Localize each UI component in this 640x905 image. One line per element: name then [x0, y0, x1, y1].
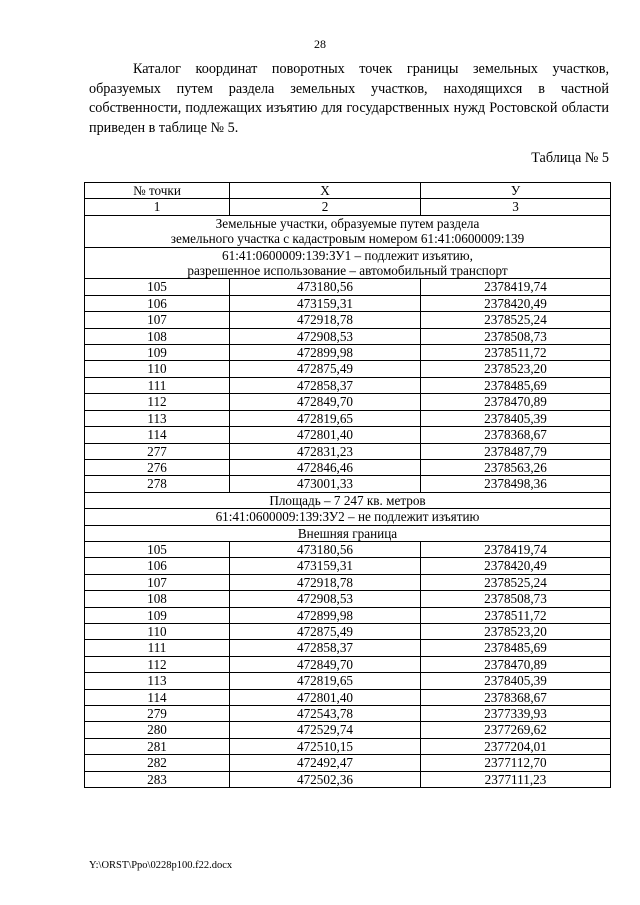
y-coordinate-cell: 2378485,69 [421, 640, 611, 656]
y-coordinate-cell: 2377111,23 [421, 771, 611, 787]
point-number-cell: 278 [85, 476, 230, 492]
y-coordinate-cell: 2377339,93 [421, 706, 611, 722]
x-coordinate-cell: 472875,49 [230, 623, 421, 639]
x-coordinate-cell: 473159,31 [230, 295, 421, 311]
x-coordinate-cell: 472819,65 [230, 410, 421, 426]
table-row [85, 656, 611, 672]
point-number-cell: 282 [85, 755, 230, 771]
x-coordinate-cell: 472908,53 [230, 591, 421, 607]
table-row [85, 591, 611, 607]
column-number-cell: 3 [421, 199, 611, 215]
point-number-cell: 108 [85, 328, 230, 344]
header-cell: X [230, 183, 421, 199]
y-coordinate-cell: 2378405,39 [421, 410, 611, 426]
section-row [85, 492, 611, 508]
y-coordinate-cell: 2378525,24 [421, 312, 611, 328]
table-row [85, 377, 611, 393]
section-cell [85, 492, 611, 508]
point-number-cell: 106 [85, 558, 230, 574]
x-coordinate-cell: 472801,40 [230, 427, 421, 443]
point-number-cell: 280 [85, 722, 230, 738]
point-number-cell: 283 [85, 771, 230, 787]
x-coordinate-cell: 472899,98 [230, 345, 421, 361]
x-coordinate-cell: 472529,74 [230, 722, 421, 738]
table-row [85, 771, 611, 787]
table-row [85, 459, 611, 475]
x-coordinate-cell: 472899,98 [230, 607, 421, 623]
x-coordinate-cell: 472858,37 [230, 377, 421, 393]
x-coordinate-cell: 473001,33 [230, 476, 421, 492]
table-row [85, 328, 611, 344]
section-line: Земельные участки, образуемые путем раздела [215, 215, 480, 231]
column-number-cell: 1 [85, 199, 230, 215]
table-row [85, 607, 611, 623]
point-number-cell: 105 [85, 279, 230, 295]
point-number-cell: 105 [85, 541, 230, 557]
point-number-cell: 113 [85, 673, 230, 689]
x-coordinate-cell: 472849,70 [230, 656, 421, 672]
table-row [85, 295, 611, 311]
table-row [85, 312, 611, 328]
y-coordinate-cell: 2378498,36 [421, 476, 611, 492]
table-label: Таблица № 5 [531, 150, 609, 166]
section-line: Внешняя граница [297, 525, 398, 541]
table-row [85, 427, 611, 443]
point-number-cell: 114 [85, 689, 230, 705]
y-coordinate-cell: 2378419,74 [421, 279, 611, 295]
section-cell [85, 247, 611, 279]
table-row [85, 640, 611, 656]
y-coordinate-cell: 2378470,89 [421, 394, 611, 410]
point-number-cell: 107 [85, 312, 230, 328]
table-row [85, 541, 611, 557]
x-coordinate-cell: 472819,65 [230, 673, 421, 689]
point-number-cell: 276 [85, 459, 230, 475]
y-coordinate-cell: 2378487,79 [421, 443, 611, 459]
page-number: 28 [314, 37, 326, 51]
x-coordinate-cell: 472831,23 [230, 443, 421, 459]
y-coordinate-cell: 2378525,24 [421, 574, 611, 590]
footer-file-path: Y:\ORST\Ppo\0228p100.f22.docx [89, 860, 233, 871]
x-coordinate-cell: 472846,46 [230, 459, 421, 475]
section-line: разрешенное использование – автомобильный транспорт [187, 263, 508, 279]
table-row [85, 673, 611, 689]
table-row [85, 345, 611, 361]
table-row [85, 738, 611, 754]
section-row [85, 215, 611, 247]
point-number-cell: 107 [85, 574, 230, 590]
y-coordinate-cell: 2378563,26 [421, 459, 611, 475]
point-number-cell: 106 [85, 295, 230, 311]
header-row [85, 183, 611, 199]
y-coordinate-cell: 2378508,73 [421, 591, 611, 607]
column-number-cell: 2 [230, 199, 421, 215]
x-coordinate-cell: 472492,47 [230, 755, 421, 771]
section-cell [85, 509, 611, 525]
table-row [85, 410, 611, 426]
x-coordinate-cell: 472908,53 [230, 328, 421, 344]
table-row [85, 361, 611, 377]
y-coordinate-cell: 2378511,72 [421, 607, 611, 623]
section-cell [85, 215, 611, 247]
section-line: 61:41:0600009:139:ЗУ2 – не подлежит изъятию [215, 509, 480, 525]
point-number-cell: 109 [85, 607, 230, 623]
y-coordinate-cell: 2378523,20 [421, 361, 611, 377]
x-coordinate-cell: 472801,40 [230, 689, 421, 705]
coordinates-table [84, 182, 611, 788]
intro-paragraph: Каталог координат поворотных точек границы земельных участков, образуемых путем раздела земельных участков, находящихся в частной собственности, подлежащих изъятию для государственных нужд Ростовской области приведен в таблице № 5. [89, 61, 609, 136]
table-row [85, 279, 611, 295]
table-row [85, 689, 611, 705]
table-row [85, 394, 611, 410]
table-row [85, 574, 611, 590]
section-line: 61:41:0600009:139:ЗУ1 – подлежит изъятию, [222, 247, 473, 263]
y-coordinate-cell: 2377112,70 [421, 755, 611, 771]
y-coordinate-cell: 2378523,20 [421, 623, 611, 639]
y-coordinate-cell: 2378508,73 [421, 328, 611, 344]
section-cell [85, 525, 611, 541]
section-row [85, 247, 611, 279]
x-coordinate-cell: 473180,56 [230, 279, 421, 295]
x-coordinate-cell: 472543,78 [230, 706, 421, 722]
table-row [85, 443, 611, 459]
y-coordinate-cell: 2378470,89 [421, 656, 611, 672]
y-coordinate-cell: 2378420,49 [421, 558, 611, 574]
table-row [85, 706, 611, 722]
y-coordinate-cell: 2378368,67 [421, 689, 611, 705]
x-coordinate-cell: 472918,78 [230, 312, 421, 328]
point-number-cell: 112 [85, 394, 230, 410]
y-coordinate-cell: 2378405,39 [421, 673, 611, 689]
point-number-cell: 111 [85, 377, 230, 393]
column-number-row [85, 199, 611, 215]
y-coordinate-cell: 2377269,62 [421, 722, 611, 738]
section-row [85, 525, 611, 541]
point-number-cell: 110 [85, 361, 230, 377]
section-row [85, 509, 611, 525]
x-coordinate-cell: 473180,56 [230, 541, 421, 557]
table-row [85, 558, 611, 574]
table-row [85, 722, 611, 738]
point-number-cell: 112 [85, 656, 230, 672]
x-coordinate-cell: 472858,37 [230, 640, 421, 656]
y-coordinate-cell: 2377204,01 [421, 738, 611, 754]
header-cell: № точки [85, 183, 230, 199]
x-coordinate-cell: 472918,78 [230, 574, 421, 590]
section-line: земельного участка с кадастровым номером 61:41:0600009:139 [170, 231, 525, 247]
y-coordinate-cell: 2378420,49 [421, 295, 611, 311]
table-row [85, 623, 611, 639]
point-number-cell: 114 [85, 427, 230, 443]
point-number-cell: 279 [85, 706, 230, 722]
point-number-cell: 281 [85, 738, 230, 754]
y-coordinate-cell: 2378368,67 [421, 427, 611, 443]
point-number-cell: 111 [85, 640, 230, 656]
x-coordinate-cell: 472849,70 [230, 394, 421, 410]
section-line: Площадь – 7 247 кв. метров [269, 492, 426, 508]
x-coordinate-cell: 472875,49 [230, 361, 421, 377]
x-coordinate-cell: 472502,36 [230, 771, 421, 787]
point-number-cell: 277 [85, 443, 230, 459]
point-number-cell: 110 [85, 623, 230, 639]
y-coordinate-cell: 2378419,74 [421, 541, 611, 557]
header-cell: У [421, 183, 611, 199]
table-row [85, 755, 611, 771]
point-number-cell: 109 [85, 345, 230, 361]
y-coordinate-cell: 2378511,72 [421, 345, 611, 361]
x-coordinate-cell: 472510,15 [230, 738, 421, 754]
y-coordinate-cell: 2378485,69 [421, 377, 611, 393]
x-coordinate-cell: 473159,31 [230, 558, 421, 574]
point-number-cell: 108 [85, 591, 230, 607]
table-row [85, 476, 611, 492]
point-number-cell: 113 [85, 410, 230, 426]
